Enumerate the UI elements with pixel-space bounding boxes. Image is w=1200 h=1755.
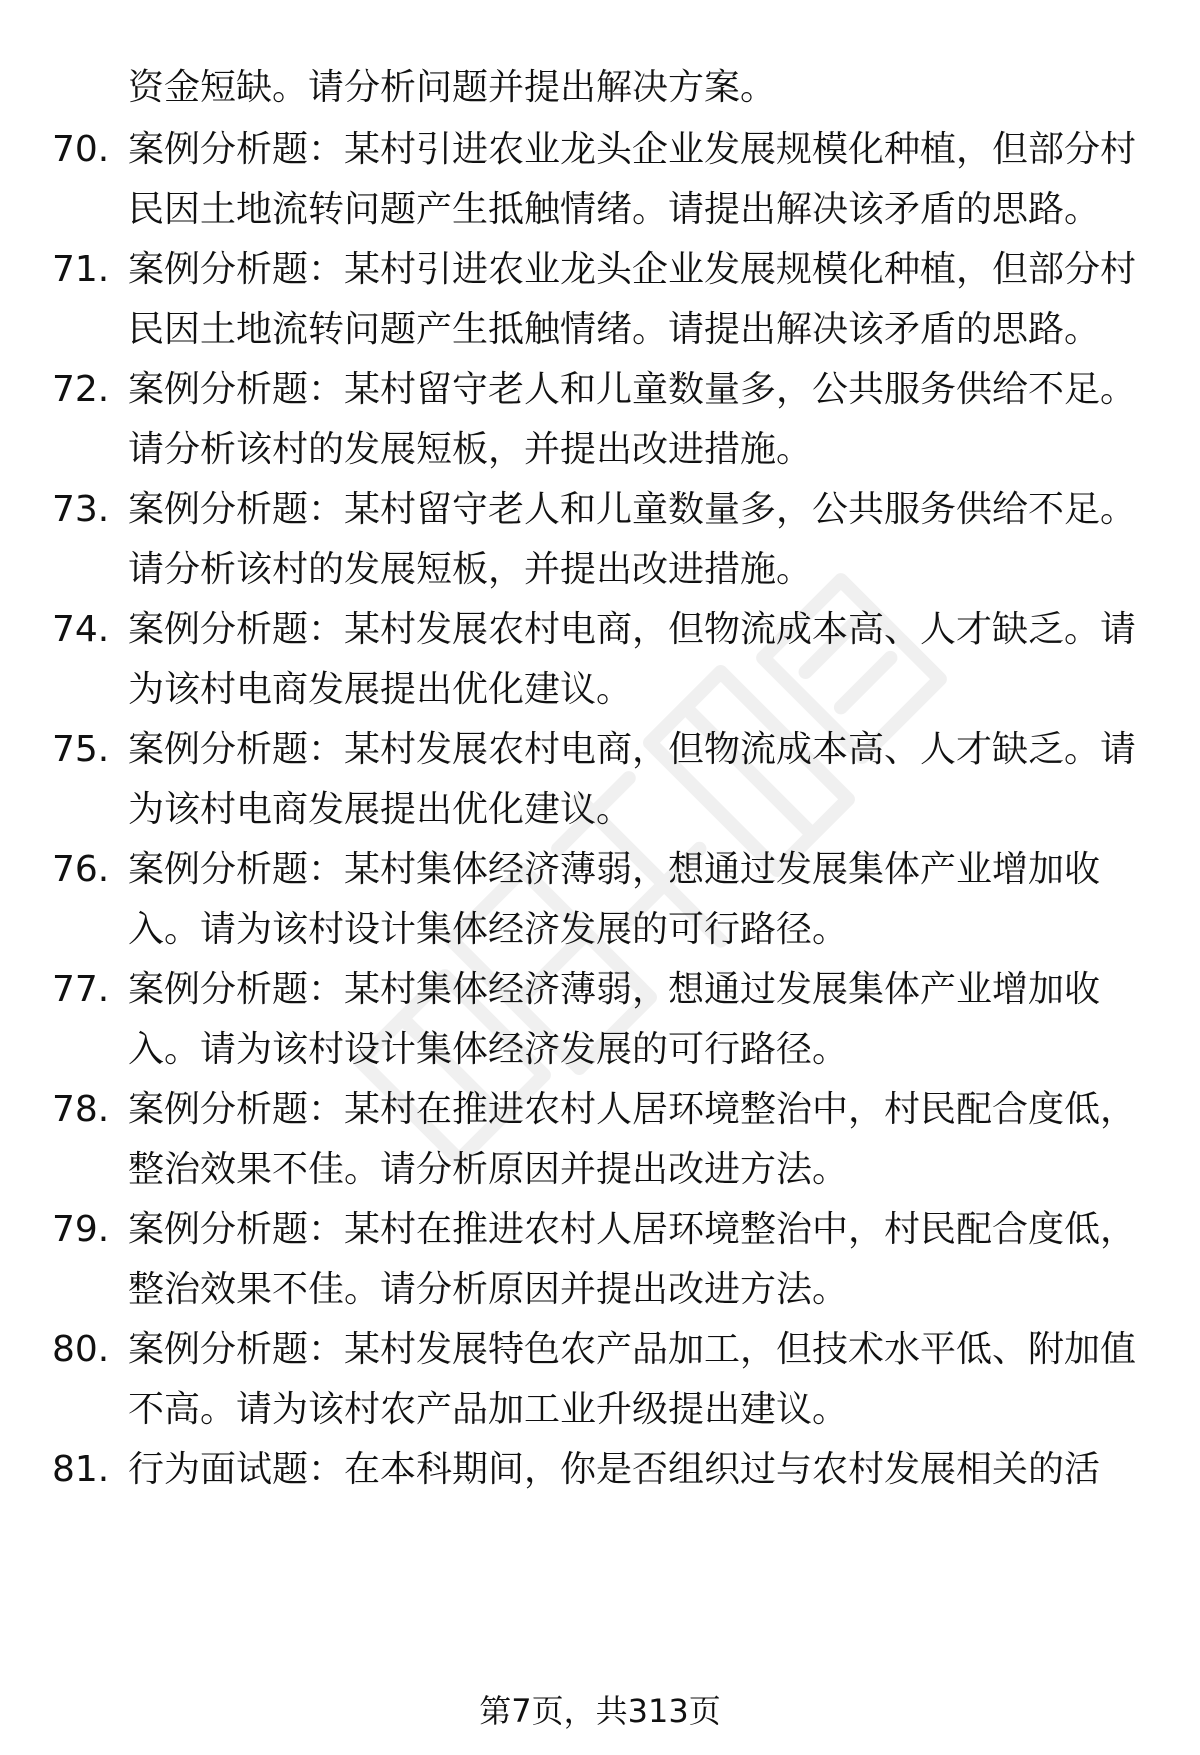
question-number: 79. bbox=[52, 1209, 110, 1250]
question-line: 案例分析题：某村在推进农村人居环境整治中，村民配合度低， bbox=[128, 1209, 1137, 1250]
question-line: 整治效果不佳。请分析原因并提出改进方法。 bbox=[128, 1149, 849, 1190]
question-line: 为该村电商发展提出优化建议。 bbox=[128, 789, 633, 830]
question-text bbox=[128, 240, 1148, 360]
question-number: 74. bbox=[52, 609, 110, 650]
question-text bbox=[128, 600, 1148, 720]
question-line: 案例分析题：某村引进农业龙头企业发展规模化种植，但部分村 bbox=[128, 249, 1137, 290]
question-text bbox=[128, 1080, 1148, 1200]
question-line: 案例分析题：某村发展农村电商，但物流成本高、人才缺乏。请 bbox=[128, 609, 1137, 650]
question-line: 民因土地流转问题产生抵触情绪。请提出解决该矛盾的思路。 bbox=[128, 189, 1101, 230]
question-number: 72. bbox=[52, 369, 110, 410]
question-line: 请分析该村的发展短板，并提出改进措施。 bbox=[128, 429, 813, 470]
question-line: 案例分析题：某村集体经济薄弱，想通过发展集体产业增加收 bbox=[128, 969, 1101, 1010]
question-number: 76. bbox=[52, 849, 110, 890]
question-text bbox=[128, 120, 1148, 240]
question-number: 70. bbox=[52, 129, 110, 170]
question-number: 81. bbox=[52, 1449, 110, 1490]
question-line: 请分析该村的发展短板，并提出改进措施。 bbox=[128, 549, 813, 590]
question-line: 不高。请为该村农产品加工业升级提出建议。 bbox=[128, 1389, 849, 1430]
question-line: 案例分析题：某村集体经济薄弱，想通过发展集体产业增加收 bbox=[128, 849, 1101, 890]
question-text bbox=[128, 1320, 1148, 1440]
question-line: 整治效果不佳。请分析原因并提出改进方法。 bbox=[128, 1269, 849, 1310]
question-number: 80. bbox=[52, 1329, 110, 1370]
question-line: 行为面试题：在本科期间，你是否组织过与农村发展相关的活 bbox=[128, 1449, 1101, 1490]
question-line: 入。请为该村设计集体经济发展的可行路径。 bbox=[128, 1029, 849, 1070]
question-line: 为该村电商发展提出优化建议。 bbox=[128, 669, 633, 710]
question-line: 案例分析题：某村在推进农村人居环境整治中，村民配合度低， bbox=[128, 1089, 1137, 1130]
question-text bbox=[128, 960, 1148, 1080]
question-text bbox=[128, 720, 1148, 840]
question-line: 案例分析题：某村发展特色农产品加工，但技术水平低、附加值 bbox=[128, 1329, 1137, 1370]
question-number: 75. bbox=[52, 729, 110, 770]
question-text bbox=[128, 840, 1148, 960]
question-number: 73. bbox=[52, 489, 110, 530]
question-line: 案例分析题：某村发展农村电商，但物流成本高、人才缺乏。请 bbox=[128, 729, 1137, 770]
continuation-text: 资金短缺。请分析问题并提出解决方案。 bbox=[128, 67, 777, 108]
question-number: 77. bbox=[52, 969, 110, 1010]
question-line: 入。请为该村设计集体经济发展的可行路径。 bbox=[128, 909, 849, 950]
question-text bbox=[128, 480, 1148, 600]
question-line: 案例分析题：某村留守老人和儿童数量多，公共服务供给不足。 bbox=[128, 369, 1137, 410]
question-line: 民因土地流转问题产生抵触情绪。请提出解决该矛盾的思路。 bbox=[128, 309, 1101, 350]
question-number: 78. bbox=[52, 1089, 110, 1130]
question-text bbox=[128, 1200, 1148, 1320]
question-text bbox=[128, 1440, 1148, 1500]
question-line: 案例分析题：某村留守老人和儿童数量多，公共服务供给不足。 bbox=[128, 489, 1137, 530]
question-line: 案例分析题：某村引进农业龙头企业发展规模化种植，但部分村 bbox=[128, 129, 1137, 170]
page-footer: 第7页，共313页 bbox=[479, 1692, 721, 1730]
question-number: 71. bbox=[52, 249, 110, 290]
question-text bbox=[128, 360, 1148, 480]
